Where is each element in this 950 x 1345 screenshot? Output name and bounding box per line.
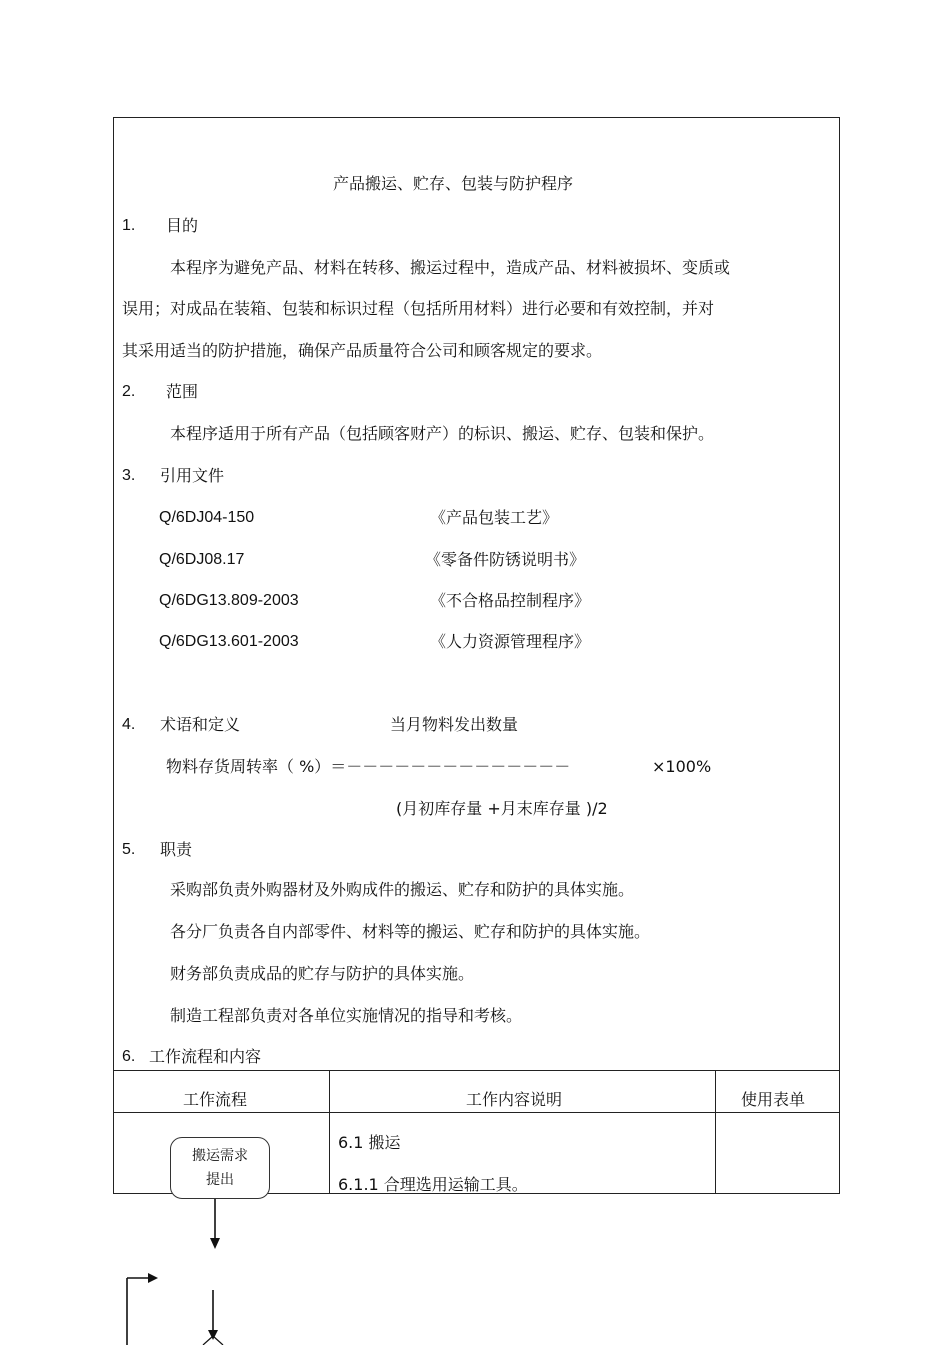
section-1-number: 1. <box>122 217 136 234</box>
section-5-line-1: 采购部负责外购器材及外购成件的搬运、贮存和防护的具体实施。 <box>170 880 635 899</box>
flow-step-request <box>170 1137 270 1199</box>
table-header-content: 工作内容说明 <box>466 1090 563 1109</box>
table-header-flow: 工作流程 <box>183 1090 248 1109</box>
section-6-number: 6. <box>122 1048 136 1065</box>
formula-denominator: (月初库存量 +月末库存量 )/2 <box>396 799 608 818</box>
section-1-line-3: 其采用适当的防护措施，确保产品质量符合公司和顾客规定的要求。 <box>122 341 603 360</box>
section-4-number: 4. <box>122 716 136 733</box>
section-3-number: 3. <box>122 467 136 484</box>
decision-edge-right <box>213 1336 223 1345</box>
table-content-line-2: 6.1.1 合理选用运输工具。 <box>338 1175 528 1194</box>
ref-code-4: Q/6DG13.601-2003 <box>159 633 299 650</box>
section-1-line-2: 误用；对成品在装箱、包装和标识过程（包括所用材料）进行必要和有效控制，并对 <box>122 299 715 318</box>
section-5-heading: 职责 <box>160 840 193 859</box>
section-2-heading: 范围 <box>166 382 199 401</box>
section-6-heading: 工作流程和内容 <box>149 1047 262 1066</box>
section-1-line-1: 本程序为避免产品、材料在转移、搬运过程中，造成产品、材料被损坏、变质或 <box>170 258 731 277</box>
flow-step-label-1: 搬运需求 <box>192 1148 248 1164</box>
section-2-number: 2. <box>122 383 136 400</box>
ref-code-2: Q/6DJ08.17 <box>159 551 245 568</box>
section-5-line-3: 财务部负责成品的贮存与防护的具体实施。 <box>170 964 475 983</box>
page-title: 产品搬运、贮存、包装与防护程序 <box>333 174 574 193</box>
section-2-line-1: 本程序适用于所有产品（包括顾客财产）的标识、搬运、贮存、包装和保护。 <box>170 424 715 443</box>
section-5-line-4: 制造工程部负责对各单位实施情况的指导和考核。 <box>170 1006 523 1025</box>
flow-step-label-2: 提出 <box>206 1172 234 1188</box>
formula-numerator: 当月物料发出数量 <box>390 715 519 734</box>
section-3-heading: 引用文件 <box>160 466 225 485</box>
formula-left: 物料存货周转率（ %）＝－－－－－－－－－－－－－－ <box>166 757 571 776</box>
section-1-heading: 目的 <box>166 216 199 235</box>
section-5-line-2: 各分厂负责各自内部零件、材料等的搬运、贮存和防护的具体实施。 <box>170 922 651 941</box>
table-content-line-1: 6.1 搬运 <box>338 1133 401 1152</box>
decision-edge-left <box>203 1336 213 1345</box>
ref-code-3: Q/6DG13.809-2003 <box>159 592 299 609</box>
formula-right: ×100% <box>652 757 712 776</box>
ref-name-2: 《零备件防锈说明书》 <box>425 550 586 569</box>
section-4-heading: 术语和定义 <box>160 715 241 734</box>
ref-name-3: 《不合格品控制程序》 <box>430 591 591 610</box>
ref-code-1: Q/6DJ04-150 <box>159 509 255 526</box>
ref-name-4: 《人力资源管理程序》 <box>430 632 591 651</box>
section-5-number: 5. <box>122 841 136 858</box>
arrowhead-right-icon <box>148 1273 158 1283</box>
table-header-forms: 使用表单 <box>741 1090 806 1109</box>
ref-name-1: 《产品包装工艺》 <box>430 508 559 527</box>
arrowhead-down-icon <box>210 1238 220 1249</box>
